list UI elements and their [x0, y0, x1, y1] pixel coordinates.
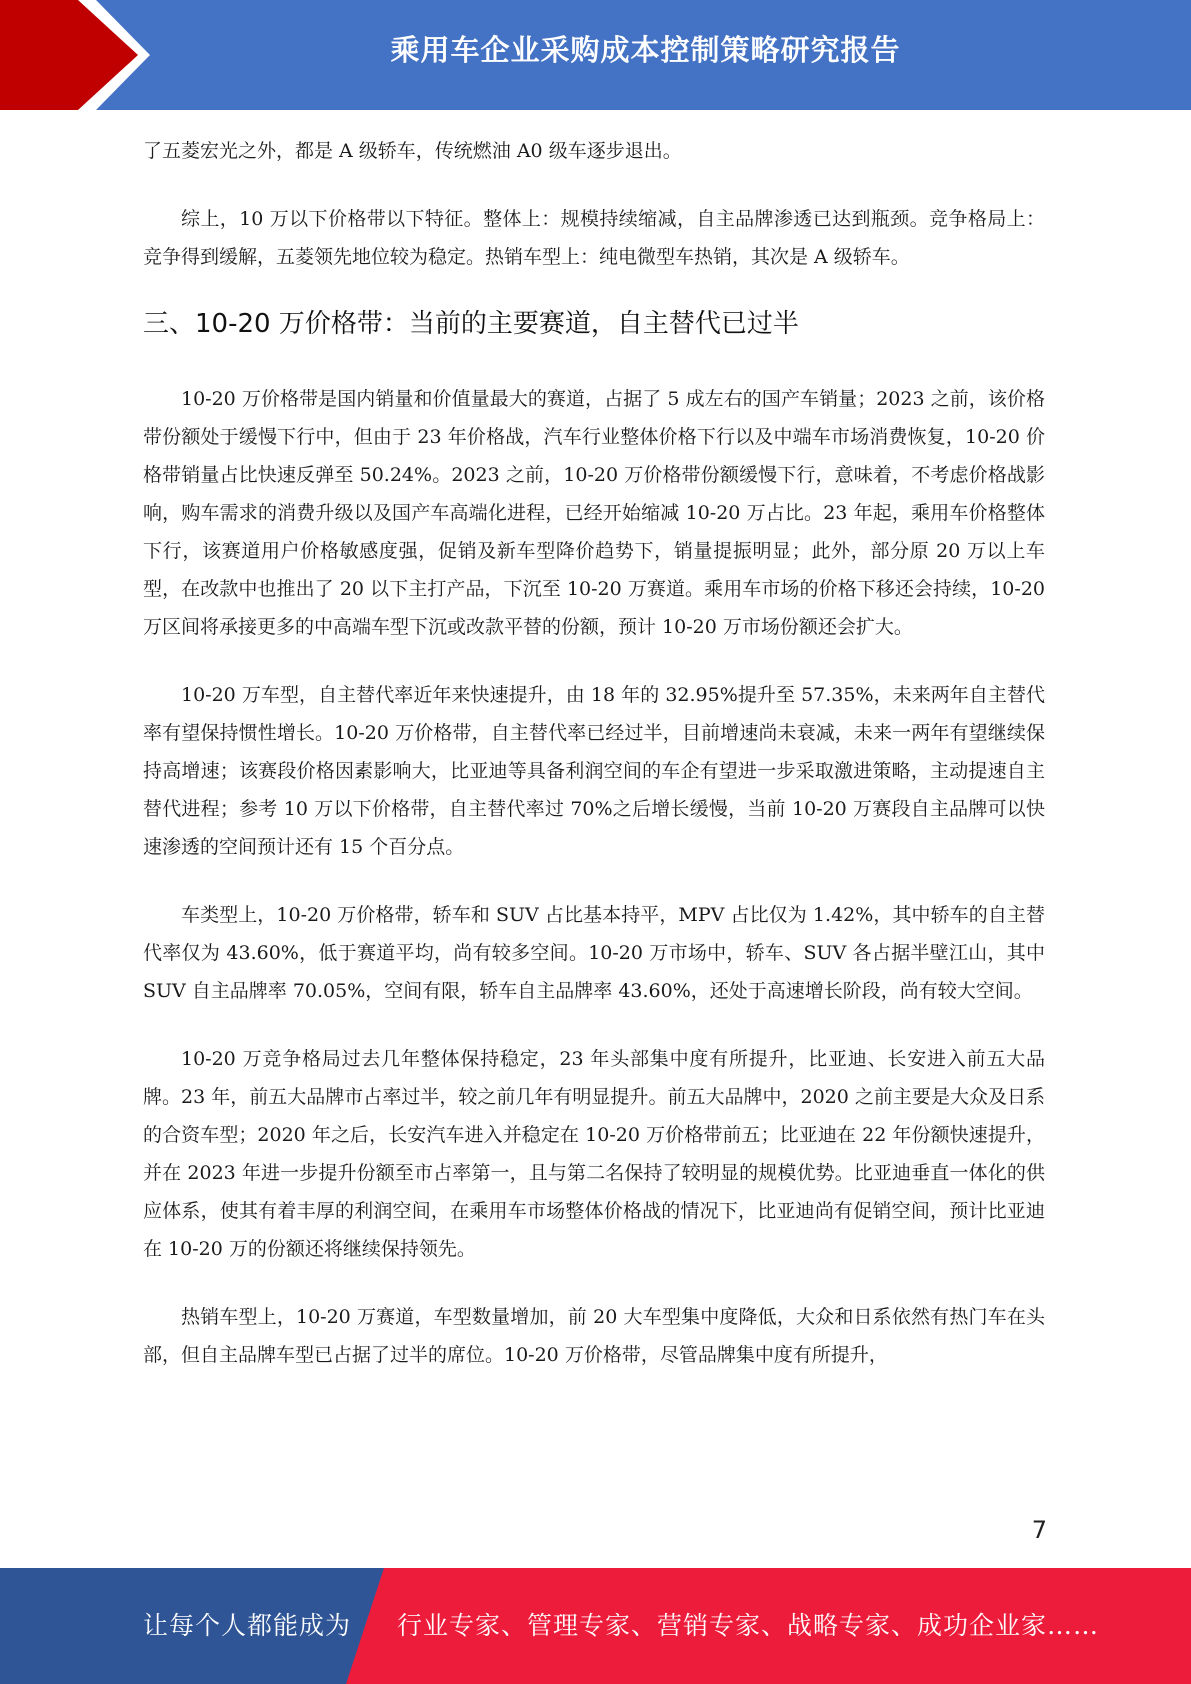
paragraph-market-overview: 10-20 万价格带是国内销量和价值量最大的赛道，占据了 5 成左右的国产车销量；2023 之前，该价格带份额处于缓慢下行中，但由于 23 年价格战，汽车行业整体价格下行以及中端车市场消费恢复，10-20 价格带销量占比快速反弹至 50.24%。2023 之前，10-20 万价格带份额缓慢下行，意味着，不考虑价格战影响，购车需求的消费升级以及国产车高端化进程，已经开始缩减 10-20 万占比。23 年起，乘用车价格整体下行，该赛道用户价格敏感度强，促销及新车型降价趋势下，销量提振明显；此外，部分原 20 万以上车型，在改款中也推出了 20 以下主打产品，下沉至 10-20 万赛道。乘用车市场的价格下移还会持续，10-20 万区间将承接更多的中高端车型下沉或改款平替的份额，预计 10-20 万市场份额还会扩大。 — [143, 388, 1045, 638]
page-footer — [0, 1568, 1191, 1684]
paragraph-competition: 10-20 万竞争格局过去几年整体保持稳定，23 年头部集中度有所提升，比亚迪、长安进入前五大品牌。23 年，前五大品牌市占率过半，较之前几年有明显提升。前五大品牌中，2020 之前主要是大众及日系的合资车型；2020 年之后，长安汽车进入并稳定在 10-20 万价格带前五；比亚迪在 22 年份额快速提升，并在 2023 年进一步提升份额至市占率第一，且与第二名保持了较明显的规模优势。比亚迪垂直一体化的供应体系，使其有着丰厚的利润空间，在乘用车市场整体价格战的情况下，比亚迪尚有促销空间，预计比亚迪在 10-20 万的份额还将继续保持领先。 — [143, 1048, 1045, 1260]
section-heading: 三、10-20 万价格带：当前的主要赛道，自主替代已过半 — [143, 309, 799, 339]
paragraph-hot-models: 热销车型上，10-20 万赛道，车型数量增加，前 20 大车型集中度降低，大众和日系依然有热门车在头部，但自主品牌车型已占据了过半的席位。10-20 万价格带，尽管品牌集中度有所提升， — [143, 1306, 1045, 1366]
footer-slogan-right: 行业专家、管理专家、营销专家、战略专家、成功企业家…… — [397, 1611, 1100, 1640]
paragraph-summary: 综上，10 万以下价格带以下特征。整体上：规模持续缩减，自主品牌渗透已达到瓶颈。竞争格局上：竞争得到缓解，五菱领先地位较为稳定。热销车型上：纯电微型车热销，其次是 A 级轿车。 — [143, 208, 1045, 268]
page-header — [0, 0, 1191, 110]
header-chevron-arrow — [0, 0, 138, 110]
document-body — [143, 132, 1045, 1374]
paragraph-substitution-rate: 10-20 万车型，自主替代率近年来快速提升，由 18 年的 32.95%提升至 57.35%，未来两年自主替代率有望保持惯性增长。10-20 万价格带，自主替代率已经过半，目前增速尚未衰减，未来一两年有望继续保持高增速；该赛段价格因素影响大，比亚迪等具备利润空间的车企有望进一步采取激进策略，主动提速自主替代进程；参考 10 万以下价格带，自主替代率过 70%之后增长缓慢，当前 10-20 万赛段自主品牌可以快速渗透的空间预计还有 15 个百分点。 — [143, 684, 1045, 858]
page-number: 7 — [1031, 1516, 1047, 1544]
report-title: 乘用车企业采购成本控制策略研究报告 — [390, 33, 901, 67]
paragraph-continued: 了五菱宏光之外，都是 A 级轿车，传统燃油 A0 级车逐步退出。 — [143, 140, 682, 162]
footer-slogan-left: 让每个人都能成为 — [143, 1611, 352, 1640]
paragraph-vehicle-types: 车类型上，10-20 万价格带，轿车和 SUV 占比基本持平，MPV 占比仅为 1.42%，其中轿车的自主替代率仅为 43.60%，低于赛道平均，尚有较多空间。10-20 万市场中，轿车、SUV 各占据半壁江山，其中 SUV 自主品牌率 70.05%，空间有限，轿车自主品牌率 43.60%，还处于高速增长阶段，尚有较大空间。 — [143, 904, 1045, 1002]
